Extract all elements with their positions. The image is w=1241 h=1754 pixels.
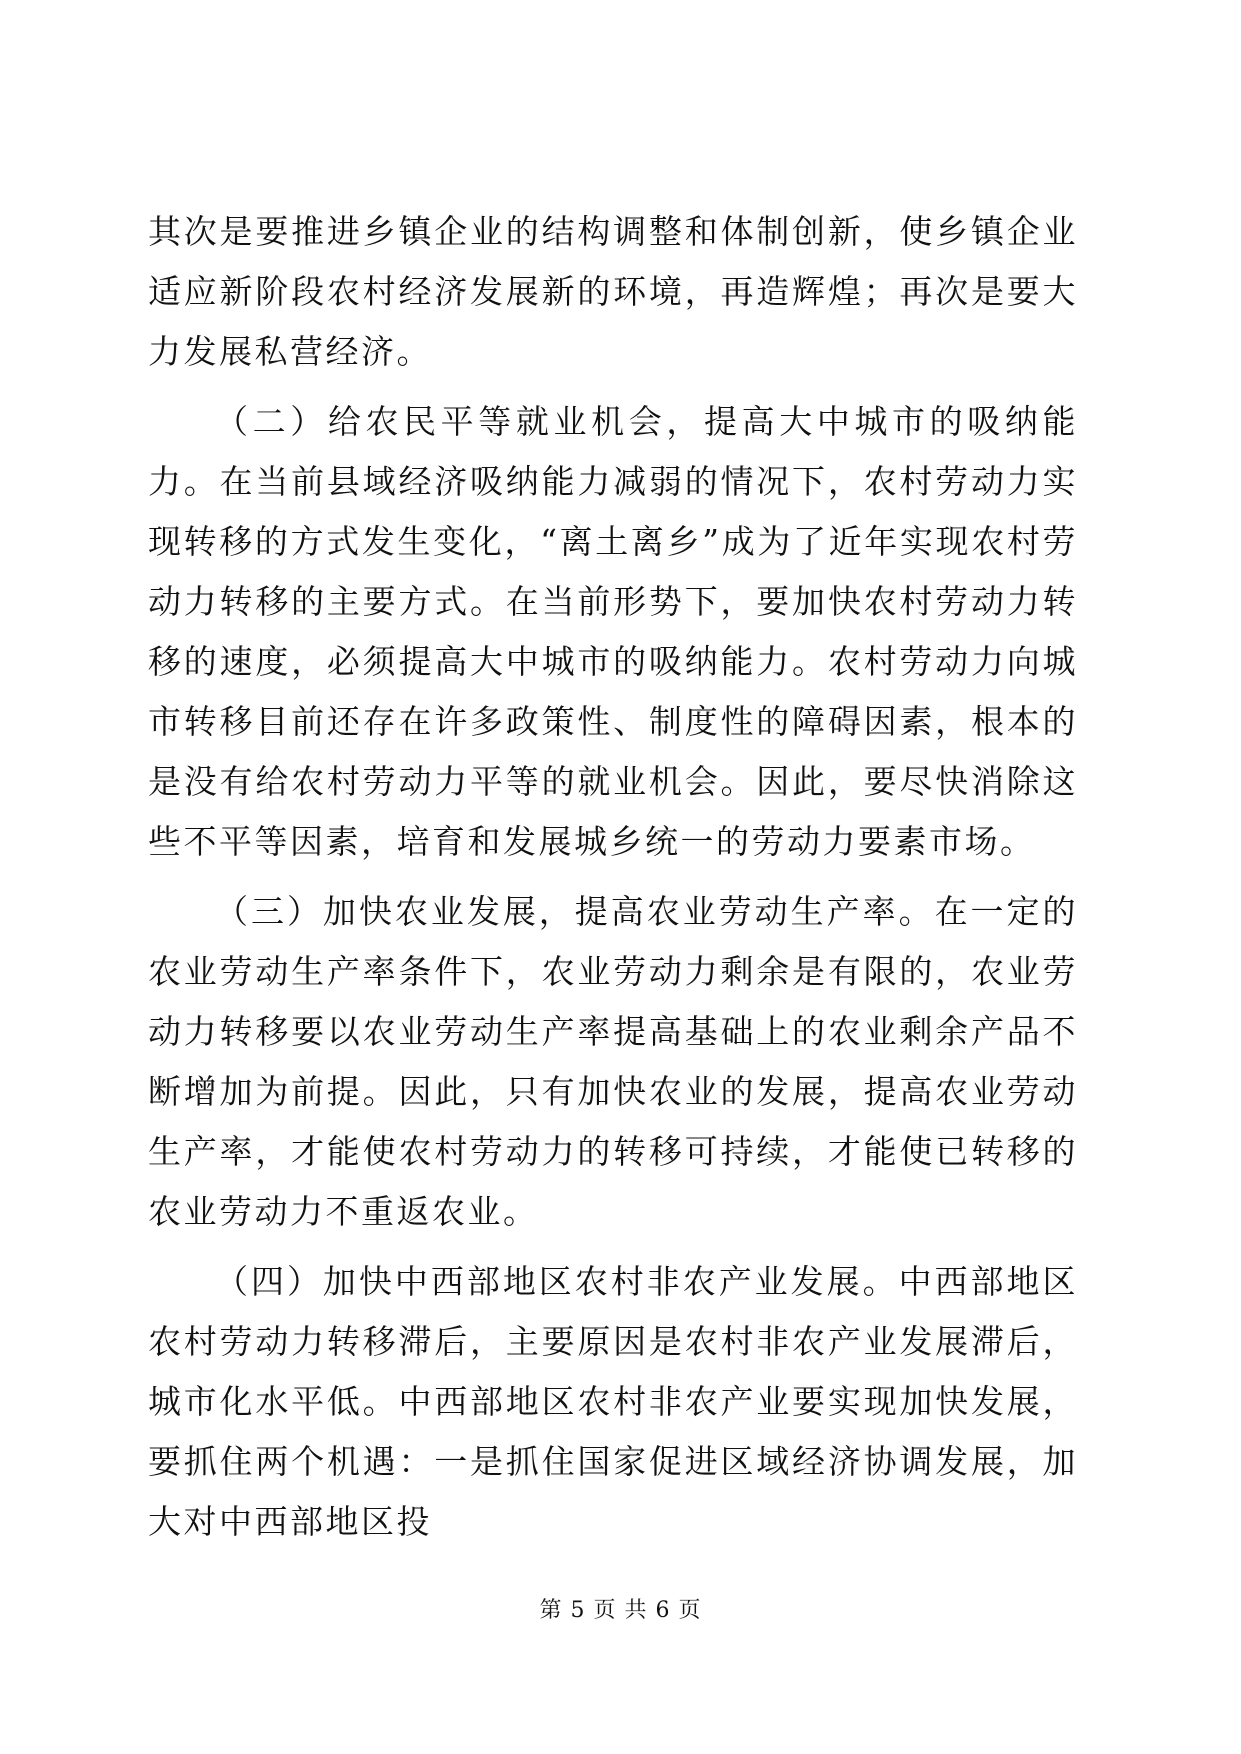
page-number-label: 第 5 页 共 6 页 [539,1598,702,1623]
page-footer [0,1596,1241,1626]
paragraph-section-3: （三）加快农业发展，提高农业劳动生产率。在一定的农业劳动生产率条件下，农业劳动力剩余是有限的，农业劳动力转移要以农业劳动生产率提高基础上的农业剩余产品不断增加为前提。因此，只有加快农业的发展，提高农业劳动生产率，才能使农村劳动力的转移可持续，才能使已转移的农业劳动力不重返农业。 [148,892,1078,1231]
document-body [148,202,1078,1562]
paragraph-section-4: （四）加快中西部地区农村非农产业发展。中西部地区农村劳动力转移滞后，主要原因是农村非农产业发展滞后，城市化水平低。中西部地区农村非农产业要实现加快发展，要抓住两个机遇：一是抓住国家促进区域经济协调发展，加大对中西部地区投 [148,1262,1078,1541]
paragraph-continuation: 其次是要推进乡镇企业的结构调整和体制创新，使乡镇企业适应新阶段农村经济发展新的环境，再造辉煌；再次是要大力发展私营经济。 [148,212,1078,371]
paragraph-section-2: （二）给农民平等就业机会，提高大中城市的吸纳能力。在当前县域经济吸纳能力减弱的情况下，农村劳动力实现转移的方式发生变化，“离土离乡”成为了近年实现农村劳动力转移的主要方式。在当前形势下，要加快农村劳动力转移的速度，必须提高大中城市的吸纳能力。农村劳动力向城市转移目前还存在许多政策性、制度性的障碍因素，根本的是没有给农村劳动力平等的就业机会。因此，要尽快消除这些不平等因素，培育和发展城乡统一的劳动力要素市场。 [148,402,1078,861]
